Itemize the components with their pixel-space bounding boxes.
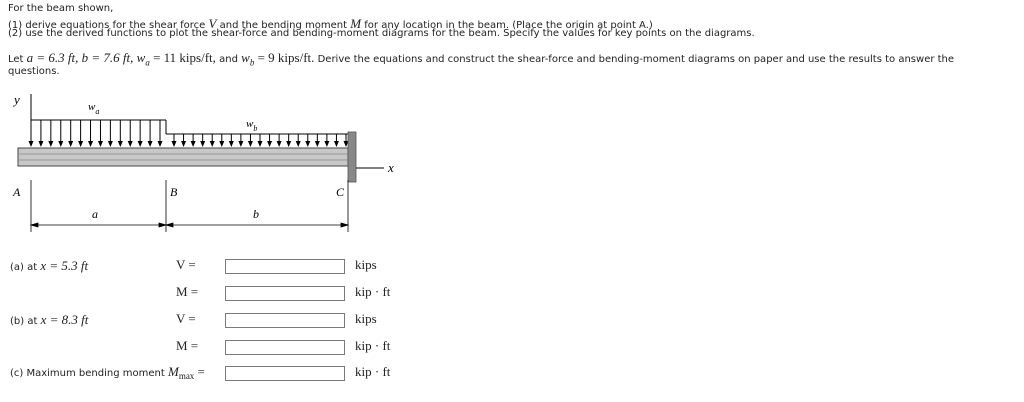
load-wb-arrows xyxy=(172,134,349,147)
fixed-support-wall xyxy=(348,132,356,182)
unit-b-M: kip · ft xyxy=(355,338,391,353)
question-a-V-label: V = xyxy=(176,257,196,272)
unit-a-M: kip · ft xyxy=(355,284,391,299)
instruction-1-prefix: (1) derive equations for the shear force xyxy=(8,20,206,31)
unit-b-V: kips xyxy=(355,311,377,326)
moment-symbol: M xyxy=(350,16,362,31)
dimension-lines xyxy=(31,223,348,227)
dim-b-label: b xyxy=(253,207,259,221)
givens-and: and xyxy=(219,54,238,65)
givens-wa-value: = 11 kips/ft, xyxy=(153,50,216,65)
question-b-M-label: M = xyxy=(176,338,199,353)
beam xyxy=(18,148,348,166)
givens-instruction: Derive the equations and construct the shear-force and bending-moment diagrams on paper and use the results to answer the xyxy=(317,54,955,65)
answer-a-V-input[interactable] xyxy=(225,259,345,274)
instruction-line-2: (2) use the derived functions to plot the shear-force and bending-moment diagrams for the beam. Specify the values for key points on the diagrams. xyxy=(8,28,755,39)
beam-diagram xyxy=(0,92,420,242)
wb-label: $w_b$ xyxy=(246,118,258,133)
instruction-1-suffix: for any location in the beam. (Place the origin at point A.) xyxy=(364,20,653,31)
answer-c-Mmax-input[interactable] xyxy=(225,366,345,381)
answer-b-V-input[interactable] xyxy=(225,313,345,328)
givens-ab: a = 6.3 ft, b = 7.6 ft, w xyxy=(26,50,146,65)
wa-label: $w_a$ xyxy=(88,101,100,116)
point-A-label: A xyxy=(13,185,21,199)
instruction-1-mid: and the bending moment xyxy=(219,20,348,31)
unit-c-M: kip · ft xyxy=(355,364,391,379)
givens-instruction-line-2: questions. xyxy=(8,66,60,77)
point-C-label: C xyxy=(336,185,345,199)
question-a-label: (a) at x = 5.3 ft xyxy=(10,258,89,273)
y-axis-label: y xyxy=(14,92,20,107)
point-B-label: B xyxy=(170,185,178,199)
intro-line: For the beam shown, xyxy=(8,3,114,14)
givens-values xyxy=(26,50,220,68)
answer-b-M-input[interactable] xyxy=(225,340,345,355)
givens-let: Let xyxy=(8,54,24,65)
question-b-label: (b) at x = 8.3 ft xyxy=(10,312,89,327)
givens-wa-sub: a xyxy=(145,57,150,68)
question-c-label: (c) Maximum bending moment $M_{max}$ = xyxy=(10,364,205,381)
givens-wb: $w_b = 9$ kips/ft. xyxy=(241,50,315,68)
answer-a-M-input[interactable] xyxy=(225,286,345,301)
shear-symbol: V xyxy=(208,16,217,31)
question-a-M-label: M = xyxy=(176,284,199,299)
question-b-V-label: V = xyxy=(176,311,196,326)
x-axis-label: x xyxy=(388,160,394,175)
load-wa-arrows xyxy=(29,120,163,147)
givens-line xyxy=(8,50,954,68)
unit-a-V: kips xyxy=(355,257,377,272)
dim-a-label: a xyxy=(92,207,98,221)
